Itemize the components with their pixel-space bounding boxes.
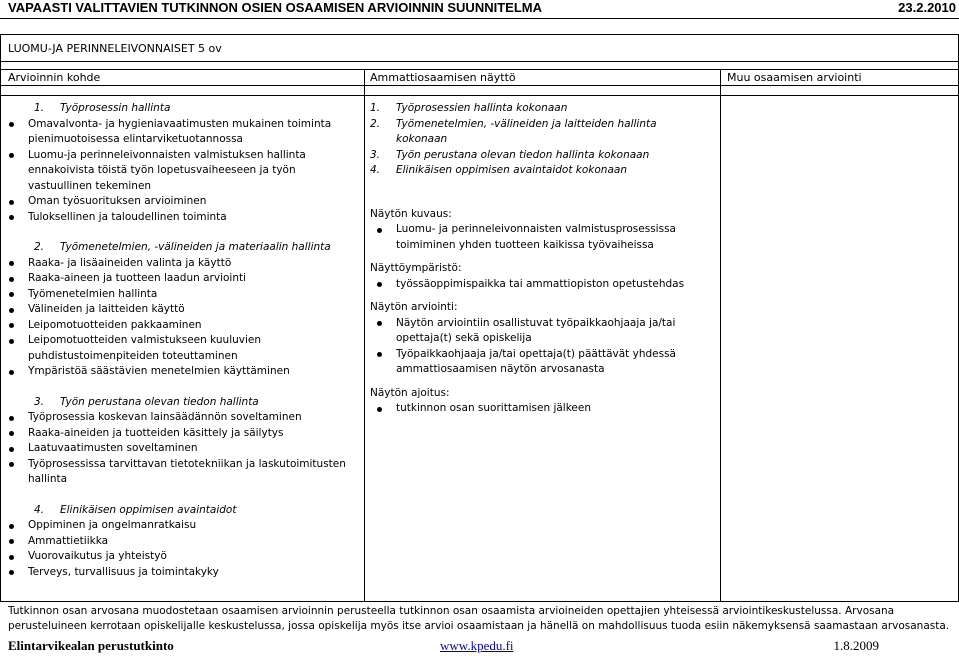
column-divider — [364, 69, 365, 601]
subsection-label: Näyttöympäristö: — [370, 262, 462, 274]
list-item: Leipomotuotteiden pakkaaminen — [2, 318, 358, 334]
list-item: Vuorovaikutus ja yhteistyö — [2, 549, 358, 565]
list-item: Omavalvonta- ja hygieniavaatimusten mukainen toiminta pienimuotoisessa elintarviketuotannossa — [2, 117, 358, 148]
column-header-middle: Ammattiosaamisen näyttö — [370, 71, 516, 84]
list-item: Näytön arviointiin osallistuvat työpaikkaohjaaja ja/tai opettaja(t) sekä opiskelija — [370, 316, 710, 347]
list-item: Leipomotuotteiden valmistukseen kuuluvien puhdistustoimenpiteiden toteuttaminen — [2, 333, 358, 364]
item-number: 4. — [370, 164, 381, 176]
group-heading — [2, 101, 358, 117]
list-item: Terveys, turvallisuus ja toimintakyky — [2, 565, 358, 581]
group-items — [2, 518, 358, 580]
list-item: Tuloksellinen ja taloudellinen toiminta — [2, 210, 358, 226]
list-item: Oman työsuorituksen arvioiminen — [2, 194, 358, 210]
item-text: Työmenetelmien, -välineiden ja laitteiden hallinta kokonaan — [396, 117, 657, 145]
list-item: Ammattietiikka — [2, 534, 358, 550]
grading-note: Tutkinnon osan arvosana muodostetaan osaamisen arvioinnin perusteella tutkinnon osan osaamista arvioineiden opettajien yhteisessä arviointikeskustelussa. Arvosana perusteluineen kerrotaan opiskelijalle keskustelussa, jossa opiskelija myös itse arvioi osaamistaan ja hänellä on mahdollisuus tuoda esiin näkemyksensä saamastaan arvosanasta. — [8, 605, 950, 632]
list-item: Työmenetelmien hallinta — [2, 287, 358, 303]
list-item: Raaka-aineen ja tuotteen laadun arviointi — [2, 271, 358, 287]
subsection-items — [370, 401, 710, 417]
footer-degree: Elintarvikealan perustutkinto — [8, 638, 174, 653]
numbered-item — [370, 101, 710, 117]
item-text: Työn perustana olevan tiedon hallinta kokonaan — [396, 148, 650, 161]
footer-date: 1.8.2009 — [833, 638, 879, 653]
item-number: 2. — [370, 117, 381, 130]
group-items — [2, 117, 358, 226]
document-date: 23.2.2010 — [898, 0, 956, 15]
group-title: Työprosessin hallinta — [60, 102, 171, 114]
item-text: Elinikäisen oppimisen avaintaidot kokonaan — [396, 164, 627, 176]
item-number: 1. — [370, 102, 381, 114]
group-number: 4. — [34, 503, 45, 516]
group-items — [2, 256, 358, 380]
list-item: Oppiminen ja ongelmanratkaisu — [2, 518, 358, 534]
divider — [0, 601, 959, 602]
column-header-right: Muu osaamisen arviointi — [727, 71, 862, 84]
divider — [0, 95, 959, 96]
list-item: Työpaikkaohjaaja ja/tai opettaja(t) päättävät yhdessä ammattiosaamisen näytön arvosanasta — [370, 347, 710, 378]
numbered-item — [370, 163, 710, 179]
divider — [0, 69, 959, 70]
subsection-label: Näytön kuvaus: — [370, 207, 452, 220]
subsection-label: Näytön ajoitus: — [370, 386, 450, 399]
subsection-items — [370, 316, 710, 378]
footer-link[interactable]: www.kpedu.fi — [440, 638, 514, 653]
group-number: 2. — [34, 241, 45, 253]
list-item: Työprosessia koskevan lainsäädännön soveltaminen — [2, 410, 358, 426]
list-item: Välineiden ja laitteiden käyttö — [2, 302, 358, 318]
group-title: Työmenetelmien, -välineiden ja materiaalin hallinta — [60, 241, 331, 253]
list-item: Raaka-aineiden ja tuotteiden käsittely ja säilytys — [2, 426, 358, 442]
list-item: Raaka- ja lisäaineiden valinta ja käyttö — [2, 256, 358, 272]
assessment-targets — [2, 101, 358, 580]
list-item: Luomu- ja perinneleivonnaisten valmistusprosessissa toimiminen yhden tuotteen kaikissa työvaiheissa — [370, 222, 710, 253]
group-title: Työn perustana olevan tiedon hallinta — [60, 395, 259, 408]
list-item: Luomu-ja perinneleivonnaisten valmistuksen hallinta ennakoivista töistä työn lopetusvaiheeseen ja työn vastuullinen tekeminen — [2, 148, 358, 195]
subsection-items — [370, 277, 710, 293]
list-item: tutkinnon osan suorittamisen jälkeen — [370, 401, 710, 417]
skills-demonstration — [370, 101, 710, 417]
document-title: VAPAASTI VALITTAVIEN TUTKINNON OSIEN OSAAMISEN ARVIOINNIN SUUNNITELMA — [8, 0, 542, 15]
group-items — [2, 410, 358, 488]
subsection-items — [370, 222, 710, 253]
section-title: LUOMU-JA PERINNELEIVONNAISET 5 ov — [8, 42, 222, 55]
group-heading — [2, 240, 358, 256]
divider — [0, 85, 959, 86]
list-item: työssäoppimispaikka tai ammattiopiston opetustehdas — [370, 277, 710, 293]
list-item: Laatuvaatimusten soveltaminen — [2, 441, 358, 457]
column-divider — [720, 69, 721, 601]
divider — [0, 18, 959, 19]
group-number: 1. — [34, 102, 45, 114]
divider — [0, 61, 959, 62]
item-number: 3. — [370, 148, 381, 161]
subsection-label: Näytön arviointi: — [370, 301, 458, 313]
group-heading — [2, 503, 358, 519]
numbered-item — [370, 117, 710, 148]
item-text: Työprosessien hallinta kokonaan — [396, 102, 568, 114]
divider — [0, 34, 959, 35]
group-number: 3. — [34, 395, 45, 408]
group-heading — [2, 395, 358, 411]
numbered-item — [370, 148, 710, 164]
column-header-left: Arvioinnin kohde — [8, 71, 101, 84]
group-title: Elinikäisen oppimisen avaintaidot — [60, 503, 237, 516]
list-item: Ympäristöä säästävien menetelmien käyttäminen — [2, 364, 358, 380]
list-item: Työprosessissa tarvittavan tietotekniikan ja laskutoimitusten hallinta — [2, 457, 358, 488]
table-border — [0, 34, 1, 601]
